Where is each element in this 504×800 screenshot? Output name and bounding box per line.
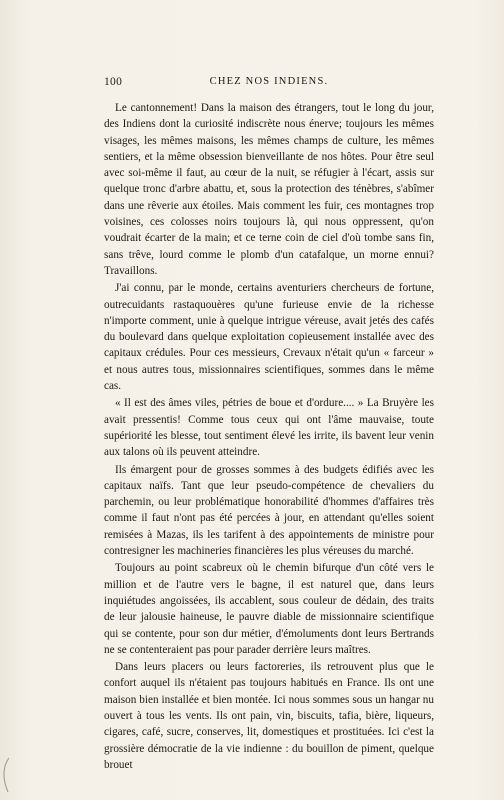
paragraph: Le cantonnement! Dans la maison des étrangers, tout le long du jour, des Indiens dont la curiosité indiscrète nous énerve; toujours les mêmes visages, les mêmes maisons, les mêmes champs de culture, les mêmes sentiers, et la même obsession bienveillante de nos hôtes. Pour être seul avec soi-même il faut, au cœur de la nuit, se réfugier à l'écart, assis sur quelque tronc d'arbre abattu, et, sous la protection des ténèbres, s'abîmer dans une rêverie aux étoiles. Mais comment les fuir, ces montagnes trop voisines, ces colosses noirs toujours là, qui nous oppressent, qu'on voudrait écarter de la main; et ce terne coin de ciel d'où tombe sans fin, sans trêve, lourd comme le plomb d'un catafalque, un morne ennui? Travaillons. — [104, 102, 434, 277]
page-number: 100 — [104, 76, 123, 88]
running-head: CHEZ NOS INDIENS. — [209, 76, 329, 87]
margin-pencil-mark — [0, 756, 14, 796]
paragraph: Toujours au point scabreux où le chemin bifurque d'un côté vers le million et de l'autre vers le bagne, il est naturel que, dans leurs inquiétudes angoissées, ils accablent, sous couleur de dédain, des traits de leur jalousie haineuse, le pauvre diable de missionnaire scientifique qui se contente, pour son dur métier, d'émoluments dont leurs Bertrands ne se contenteraient pas pour parader derrière leurs maîtres. — [104, 562, 434, 656]
paragraph: Dans leurs placers ou leurs factoreries, ils retrouvent plus que le confort auquel ils n'étaient pas toujours habitués en France. Ils ont une maison bien installée et bien montée. Ici nous sommes sous un hangar nu ouvert à tous les vents. Ils ont pain, vin, biscuits, tafia, bière, liqueurs, cigares, café, sucre, conserves, lit, domestiques et prostituées. Ici c'est la grossière démocratie de la vie indienne : du bouillon de piment, quelque brouet — [104, 661, 434, 771]
page-header — [104, 76, 434, 92]
paragraph: J'ai connu, par le monde, certains aventuriers chercheurs de fortune, outrecuidants rastaquouères qu'une furieuse envie de la richesse n'importe comment, unie à quelque intrigue véreuse, avait jetés des cafés du boulevard dans quelque exploitation copieusement installée avec des capitaux crédules. Pour ces messieurs, Crevaux n'était qu'un « farceur » et nous autres tous, missionnaires scientifiques, sommes dans le même cas. — [104, 282, 434, 393]
paragraph: « Il est des âmes viles, pétries de boue et d'ordure.... » La Bruyère les avait pressentis! Comme tous ceux qui ont l'âme mauvaise, toute supériorité les blesse, tout sentiment élevé les irrite, ils bavent leur venin aux talons où ils peuvent atteindre. — [104, 397, 434, 459]
body-text — [104, 100, 434, 773]
paragraph: Ils émargent pour de grosses sommes à des budgets édifiés avec les capitaux naïfs. Tant que leur pseudo-compétence de chevaliers du parchemin, ou leur problématique honorabilité d'hommes d'affaires très comme il faut n'ont pas été percées à jour, en attendant qu'elles soient remisées à Mazas, ils les tarifent à des appointements de ministre pour contresigner les machineries financières les plus véreuses du marché. — [104, 463, 434, 558]
